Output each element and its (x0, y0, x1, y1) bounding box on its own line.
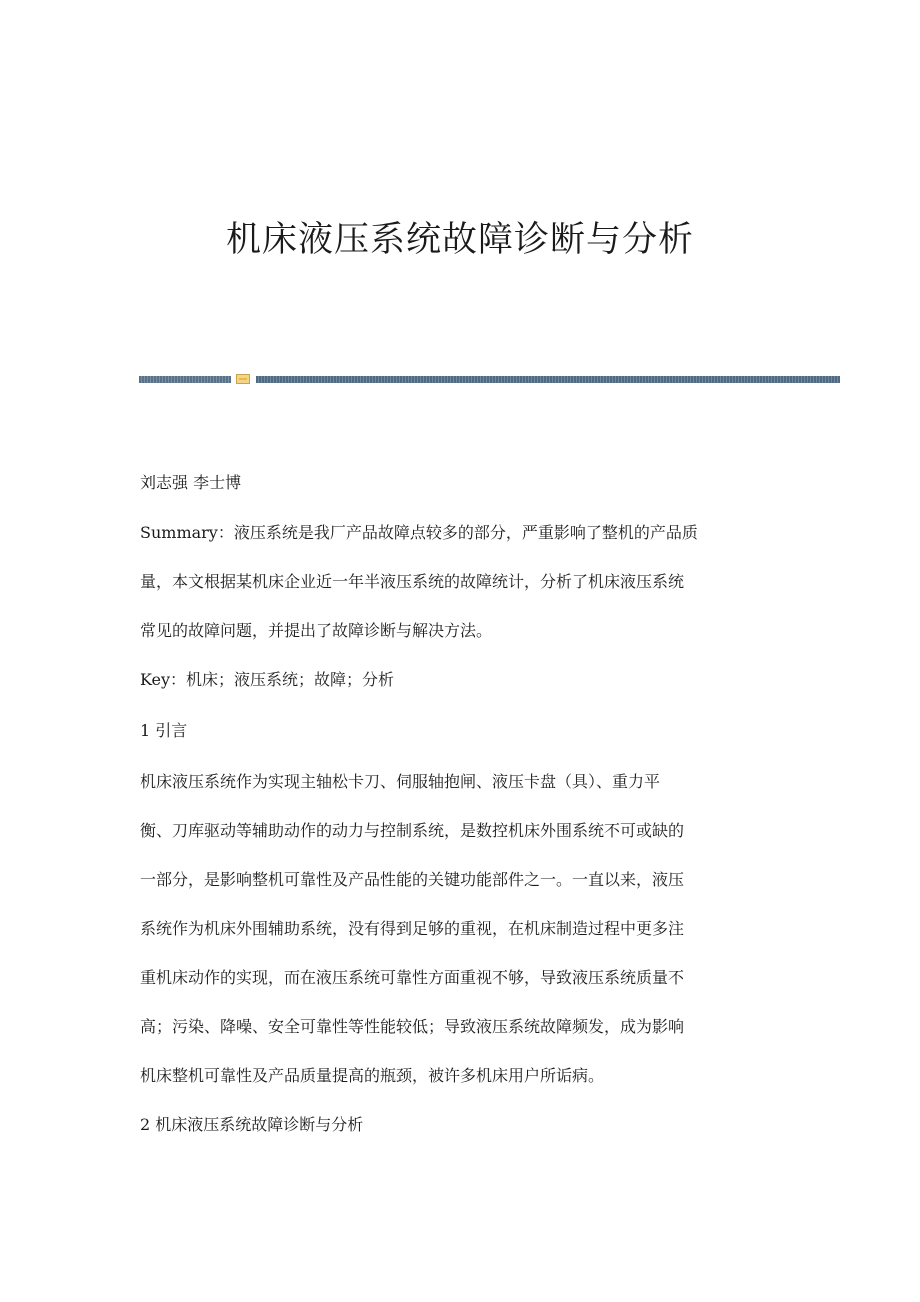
summary-paragraph (140, 516, 780, 663)
section-1-paragraph (140, 765, 780, 1108)
paragraph-line: 重机床动作的实现，而在液压系统可靠性方面重视不够，导致液压系统质量不 (140, 968, 685, 987)
document-title: 机床液压系统故障诊断与分析 (225, 220, 694, 260)
divider-ornament-icon (236, 374, 250, 384)
summary-line: Summary：液压系统是我厂产品故障点较多的部分，严重影响了整机的产品质 (140, 523, 698, 542)
document-body (140, 466, 780, 1159)
paragraph-line: 机床整机可靠性及产品质量提高的瓶颈，被许多机床用户所诟病。 (140, 1066, 605, 1085)
title-divider (139, 374, 840, 384)
paragraph-line: 一部分，是影响整机可靠性及产品性能的关键功能部件之一。一直以来，液压 (140, 870, 685, 889)
paragraph-line: 系统作为机床外围辅助系统，没有得到足够的重视，在机床制造过程中更多注 (140, 919, 685, 938)
paragraph-line: 衡、刀库驱动等辅助动作的动力与控制系统，是数控机床外围系统不可或缺的 (140, 821, 685, 840)
keywords: Key：机床；液压系统；故障；分析 (140, 670, 395, 689)
section-2-heading: 2 机床液压系统故障诊断与分析 (140, 1115, 364, 1134)
authors: 刘志强 李士博 (140, 473, 242, 492)
summary-line: 常见的故障问题，并提出了故障诊断与解决方法。 (140, 621, 493, 640)
paragraph-line: 高；污染、降噪、安全可靠性等性能较低；导致液压系统故障频发，成为影响 (140, 1017, 685, 1036)
divider-bar-left (139, 376, 231, 383)
summary-line: 量，本文根据某机床企业近一年半液压系统的故障统计，分析了机床液压系统 (140, 572, 685, 591)
paragraph-line: 机床液压系统作为实现主轴松卡刀、伺服轴抱闸、液压卡盘（具）、重力平 (140, 772, 661, 791)
divider-bar-right (256, 376, 840, 383)
section-1-heading: 1 引言 (140, 721, 188, 740)
